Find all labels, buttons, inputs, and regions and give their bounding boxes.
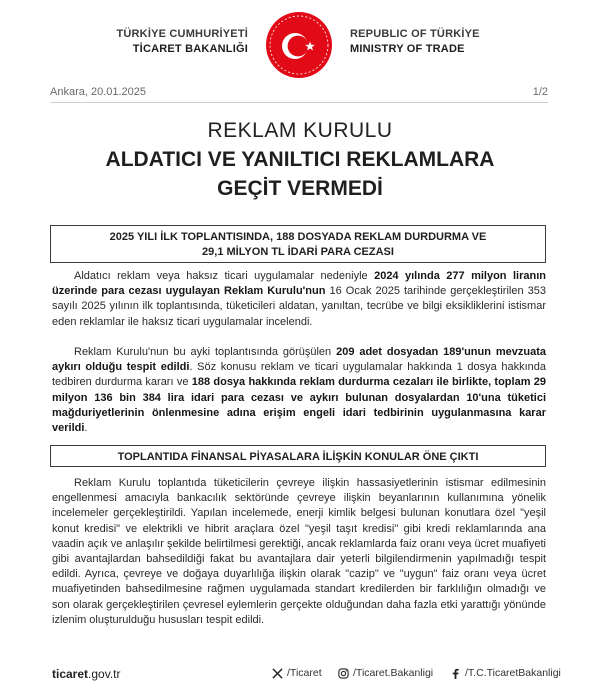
x-link[interactable]	[272, 667, 322, 679]
document-date: Ankara, 20.01.2025	[50, 86, 147, 98]
footer	[0, 664, 600, 686]
headline	[0, 118, 600, 202]
subheading-box	[50, 225, 546, 263]
letterhead-tr-line1: TÜRKİYE CUMHURİYETİ	[116, 28, 248, 40]
instagram-handle: /Ticaret.Bakanligi	[353, 667, 434, 679]
p2-text-a: Reklam Kurulu'nun bu ayki toplantısında görüşülen	[74, 346, 337, 358]
headline-line1: ALDATICI VE YANILTICI REKLAMLARA	[105, 148, 495, 171]
website-bold: ticaret	[52, 667, 89, 681]
p1-text-a: Aldatıcı reklam veya haksız ticari uygulamalar nedeniyle	[74, 270, 375, 282]
document-meta	[50, 86, 548, 98]
p1-text-b: 16 Ocak 2025 tarihinde gerçekleştirilen 353 sayılı 2025 yılının ilk toplantısında, tüketicileri aldatan, yanıltan, tecrübe ve bilgi eksikliklerini istismar eden reklamlar ile haksız ticari uygulamalar incelendi.	[52, 285, 546, 328]
subheading-line2: 29,1 MİLYON TL İDARİ PARA CEZASI	[202, 246, 394, 258]
letterhead-tr-line2: TİCARET BAKANLIĞI	[132, 43, 248, 55]
paragraph-3: Reklam Kurulu toplantıda tüketicilerin çevreye ilişkin hassasiyetlerinin istismar edilmesinin engellenmesi amacıyla bankacılık sektöründe çevreye ilişkin beyanlarının kullanımına yönelik incelemeler gerçekleştirildi. Yapılan incelemede, enerji kimlik belgesi bulunan konutlara özel "yeşil konut kredisi" ve elektrikli ve hibrit araçlara özel "yeşil taşıt kredisi" gibi kredi reklamlarında ana vaadin açık ve anlaşılır şekilde belirtilmesi gerektiği, ancak reklamlarda faiz oranı veya ücret muafiyeti gibi avantajlardan bahsedildiği fakat bu avantajlara dair yeterli bilgilendirmenin yapılmadığı tespit edildi. Ayrıca, çevreye ve doğaya duyarlılığa ilişkin olarak "cazip" ve "uygun" faiz oranı veya ücret muafiyetinden bahsedilmesine rağmen uygulamada standart kredilerden bir farklılığın olmadığı ve son olarak gerçekleştirilen çevresel eylemlerin gerçekte olduğundan daha fazla etki yarattığı yönünde izlenim oluşturulduğu hususları tespit edildi.	[52, 477, 546, 626]
letterhead	[0, 0, 600, 80]
p2-text-b: . Söz konusu reklam ve ticari uygulamalar hakkında 1 dosya hakkında tedbiren durdurma kararı ve	[52, 361, 546, 389]
letterhead-en-line2: MINISTRY OF TRADE	[350, 43, 465, 55]
letterhead-english	[350, 27, 480, 57]
page-number: 1/2	[532, 86, 548, 98]
subheading-line1: 2025 YILI İLK TOPLANTISINDA, 188 DOSYADA REKLAM DURDURMA VE	[109, 231, 487, 243]
facebook-link[interactable]	[450, 667, 561, 679]
headline-line2: GEÇİT VERMEDİ	[217, 177, 383, 200]
p2-bold-b: 188 dosya hakkında reklam durdurma cezaları ile birlikte, toplam 29 milyon 136 bin 384 lira idari para cezası ve aykırı bulunan dosyalardan 10'una tüketici mağduriyetlerinin önlenmesine adına erişim engeli idari tedbirinin uygulanmasına karar verildi	[52, 376, 546, 435]
section-heading: TOPLANTIDA FİNANSAL PİYASALARA İLİŞKİN KONULAR ÖNE ÇIKTI	[117, 451, 479, 463]
instagram-link[interactable]	[338, 667, 433, 679]
letterhead-turkish	[116, 27, 248, 57]
paragraph-2	[52, 345, 546, 436]
instagram-icon	[338, 668, 349, 679]
section-heading-box	[50, 445, 546, 467]
website-link[interactable]	[52, 667, 121, 681]
letterhead-en-line1: REPUBLIC OF TÜRKİYE	[350, 28, 480, 40]
p1-bold-a: 2024 yılında 277 milyon liranın üzerinde para cezası uygulayan Reklam Kurulu'nun	[52, 270, 546, 298]
x-logo-icon	[272, 668, 283, 679]
facebook-icon	[450, 668, 461, 679]
facebook-handle: /T.C.TicaretBakanligi	[465, 667, 561, 679]
p2-bold-a: 209 adet dosyadan 189'unun mevzuata aykırı olduğu tespit edildi	[52, 346, 546, 374]
ministry-emblem-icon	[264, 10, 334, 80]
x-handle: /Ticaret	[287, 667, 322, 679]
paragraph-1	[52, 269, 546, 330]
headline-supertitle: REKLAM KURULU	[207, 119, 393, 142]
p2-text-c: .	[84, 422, 88, 435]
meta-divider	[50, 102, 548, 103]
website-rest: .gov.tr	[88, 667, 121, 681]
